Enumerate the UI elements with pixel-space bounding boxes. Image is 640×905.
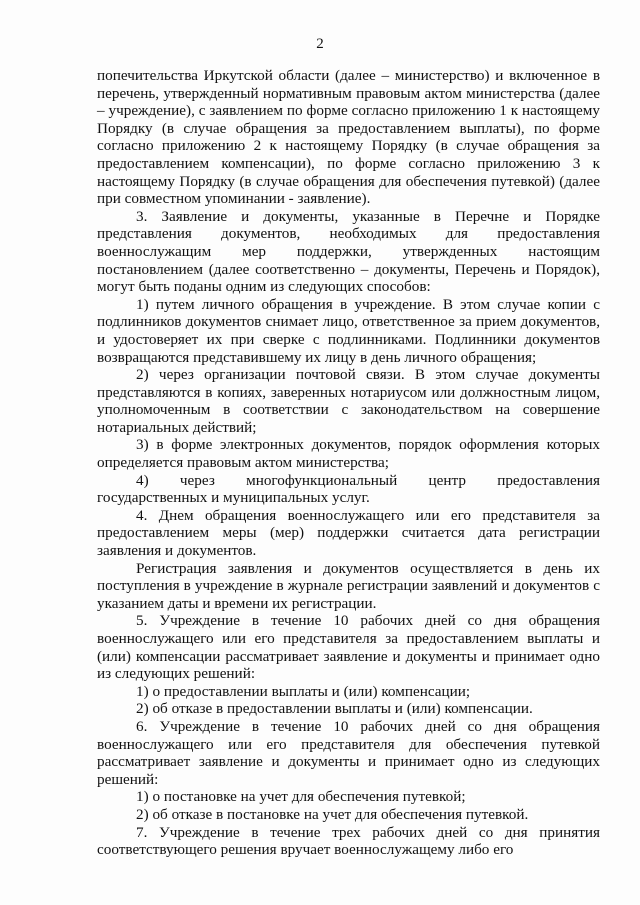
document-body xyxy=(97,67,600,859)
paragraph-7: 4. Днем обращения военнослужащего или его представителя за предоставлением меры (мер) поддержки считается дата регистрации заявления и документов. xyxy=(97,506,600,560)
paragraph-15: 7. Учреждение в течение трех рабочих дней со дня принятия соответствующего решения вручает военнослужащему либо его xyxy=(97,823,600,859)
paragraph-4: 2) через организации почтовой связи. В этом случае документы представляются в копиях, заверенных нотариусом или должностным лицом, уполномоченным в соответствии с законодательством на совершение нотариальных действий; xyxy=(97,366,600,436)
paragraph-2: 3. Заявление и документы, указанные в Перечне и Порядке представления документов, необходимых для предоставления военнослужащим мер поддержки, утвержденных настоящим постановлением (далее соответственно – документы, Перечень и Порядок), могут быть поданы одним из следующих способов: xyxy=(97,207,600,296)
paragraph-14: 2) об отказе в постановке на учет для обеспечения путевкой. xyxy=(136,805,529,823)
paragraph-9: 5. Учреждение в течение 10 рабочих дней со дня обращения военнослужащего или его представителя за предоставлением выплаты и (или) компенсации рассматривает заявление и документы и принимает одно из следующих решений: xyxy=(97,612,600,683)
paragraph-13: 1) о постановке на учет для обеспечения путевкой; xyxy=(136,788,466,806)
paragraph-5: 3) в форме электронных документов, порядок оформления которых определяется правовым актом министерства; xyxy=(97,436,600,472)
page-number: 2 xyxy=(316,36,324,52)
paragraph-12: 6. Учреждение в течение 10 рабочих дней со дня обращения военнослужащего или его представителя для обеспечения путевкой рассматривает заявление и документы и принимает одно из следующих решений: xyxy=(97,717,600,788)
paragraph-6: 4) через многофункциональный центр предоставления государственных и муниципальных услуг. xyxy=(97,471,600,507)
paragraph-3: 1) путем личного обращения в учреждение. В этом случае копии с подлинников документов снимает лицо, ответственное за прием документов, и удостоверяет их при сверке с подлинниками. Подлинники документов возвращаются представившему их лицу в день личного обращения; xyxy=(97,295,600,366)
paragraph-10: 1) о предоставлении выплаты и (или) компенсации; xyxy=(136,682,471,700)
paragraph-8: Регистрация заявления и документов осуществляется в день их поступления в учреждение в журнале регистрации заявлений и документов с указанием даты и времени их регистрации. xyxy=(97,559,600,612)
paragraph-11: 2) об отказе в предоставлении выплаты и (или) компенсации. xyxy=(136,700,533,718)
paragraph-1: попечительства Иркутской области (далее – министерство) и включенное в перечень, утвержденный нормативным правовым актом министерства (далее – учреждение), с заявлением по форме согласно приложению 1 к настоящему Порядку (в случае обращения за предоставлением выплаты), по форме согласно приложению 2 к настоящему Порядку (в случае обращения за предоставлением компенсации), по форме согласно приложению 3 к настоящему Порядку (в случае обращения для обеспечения путевкой) (далее при совместном упоминании - заявление). xyxy=(97,67,600,208)
